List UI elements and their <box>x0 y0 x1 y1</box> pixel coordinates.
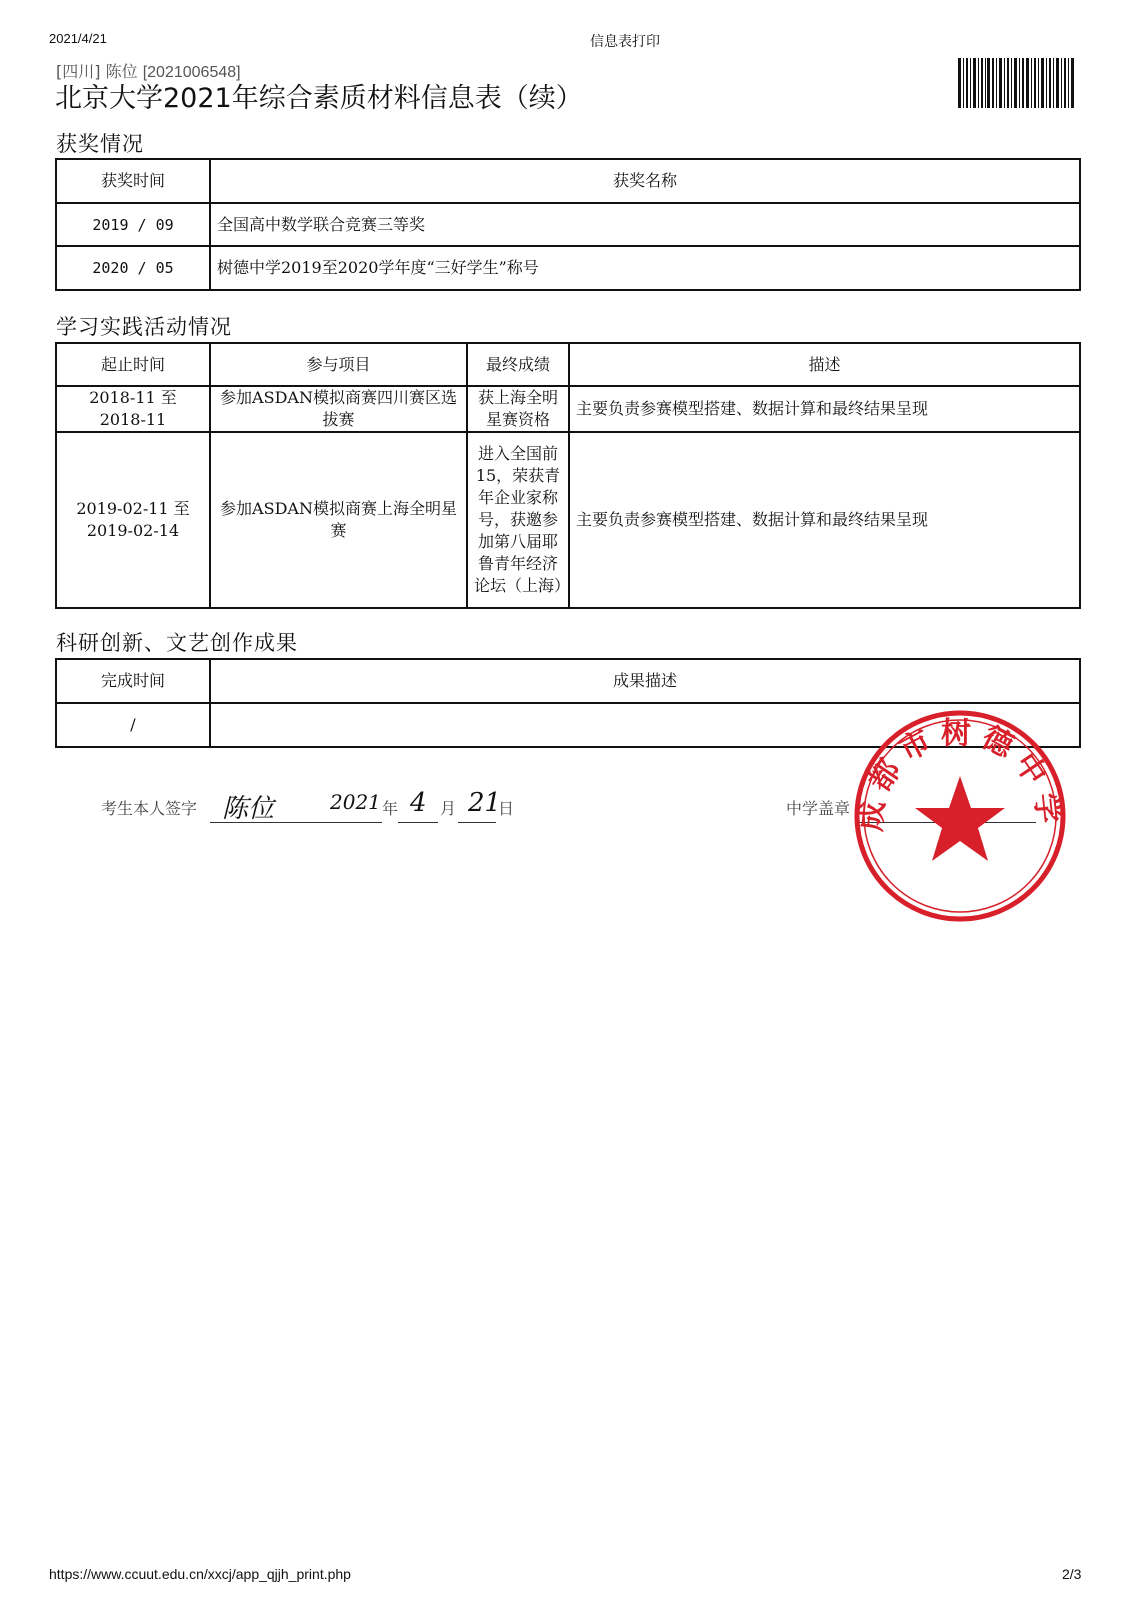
activity-result: 进入全国前15，荣获青年企业家称号，获邀参加第八届耶鲁青年经济论坛（上海） <box>467 432 569 608</box>
document-title: 北京大学2021年综合素质材料信息表（续） <box>55 83 583 114</box>
award-name: 树德中学2019至2020学年度“三好学生”称号 <box>210 246 1080 290</box>
day-label: 日 <box>498 799 515 818</box>
barcode-icon <box>958 58 1076 108</box>
month-underline <box>398 822 438 823</box>
activity-period: 2019-02-11 至 2019-02-14 <box>56 432 210 608</box>
day-underline <box>458 822 496 823</box>
applicant-name: 陈位 <box>105 62 138 81</box>
month-label: 月 <box>440 799 457 818</box>
activity-description: 主要负责参赛模型搭建、数据计算和最终结果呈现 <box>569 386 1080 432</box>
table-header-row <box>56 159 1080 203</box>
signed-day: 21 <box>468 788 502 818</box>
applicant-region: [四川] <box>56 62 101 81</box>
column-header: 描述 <box>569 343 1080 386</box>
award-name: 全国高中数学联合竞赛三等奖 <box>210 203 1080 246</box>
column-header: 完成时间 <box>56 659 210 703</box>
result-time: / <box>56 703 210 747</box>
table-row <box>56 203 1080 246</box>
activity-project: 参加ASDAN模拟商赛上海全明星赛 <box>210 432 467 608</box>
column-header: 获奖时间 <box>56 159 210 203</box>
signed-month: 4 <box>410 788 427 818</box>
column-header: 起止时间 <box>56 343 210 386</box>
activity-period: 2018-11 至 2018-11 <box>56 386 210 432</box>
signature-label: 考生本人签字 <box>101 799 198 818</box>
signed-year: 2021 <box>330 790 381 814</box>
award-time: 2019 / 09 <box>56 203 210 246</box>
signed-name: 陈位 <box>222 794 275 824</box>
award-time: 2020 / 05 <box>56 246 210 290</box>
table-header-row <box>56 343 1080 386</box>
column-header: 成果描述 <box>210 659 1080 703</box>
footer-url: https://www.ccuut.edu.cn/xxcj/app_qjjh_print.php <box>49 1566 351 1582</box>
awards-section-title: 获奖情况 <box>56 132 144 156</box>
column-header: 参与项目 <box>210 343 467 386</box>
research-section-title: 科研创新、文艺创作成果 <box>56 631 298 655</box>
page-heading: 信息表打印 <box>590 34 660 50</box>
practice-section-title: 学习实践活动情况 <box>56 315 232 339</box>
practice-table <box>55 342 1081 609</box>
page-number: 2/3 <box>1062 1566 1082 1582</box>
table-header-row <box>56 659 1080 703</box>
awards-table <box>55 158 1081 291</box>
activity-project: 参加ASDAN模拟商赛四川赛区选拔赛 <box>210 386 467 432</box>
column-header: 最终成绩 <box>467 343 569 386</box>
svg-text:成都市树德中学: 成都市树德中学 <box>853 716 1067 833</box>
print-date: 2021/4/21 <box>49 31 107 46</box>
applicant-id: [2021006548] <box>142 64 241 81</box>
school-seal-icon <box>850 706 1070 926</box>
table-row <box>56 386 1080 432</box>
year-label: 年 <box>382 799 399 818</box>
activity-description: 主要负责参赛模型搭建、数据计算和最终结果呈现 <box>569 432 1080 608</box>
school-stamp-label: 中学盖章 <box>786 799 851 818</box>
activity-result: 获上海全明星赛资格 <box>467 386 569 432</box>
table-row <box>56 432 1080 608</box>
table-row <box>56 246 1080 290</box>
column-header: 获奖名称 <box>210 159 1080 203</box>
